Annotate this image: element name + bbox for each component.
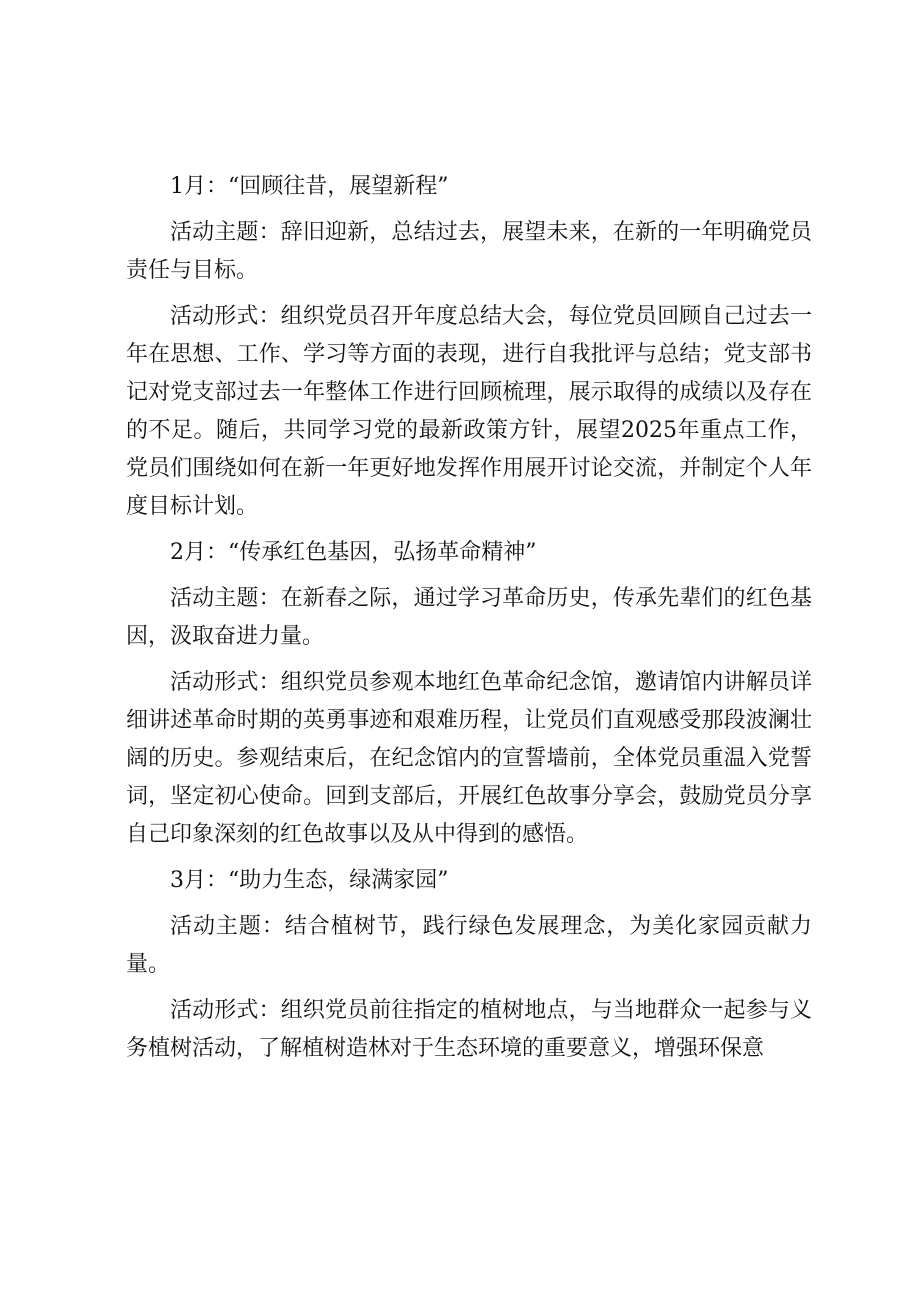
section-title-february: 2月：“传承红色基因，弘扬革命精神” [170, 540, 537, 565]
section-form-february: 活动形式：组织党员参观本地红色革命纪念馆，邀请馆内讲解员详细讲述革命时期的英勇事迹和艰难历程，让党员们直观感受那段波澜壮阔的历史。参观结束后，在纪念馆内的宣誓墙前，全体党员重温入党誓词，坚定初心使命。回到支部后，开展红色故事分享会，鼓励党员分享自己印象深刻的红色故事以及从中得到的感悟。 [126, 670, 812, 847]
section-title-march: 3月：“助力生态，绿满家园” [170, 868, 449, 893]
section-theme-february: 活动主题：在新春之际，通过学习革命历史，传承先辈们的红色基因，汲取奋进力量。 [126, 586, 812, 649]
document-body [126, 168, 812, 1076]
section-form-january: 活动形式：组织党员召开年度总结大会，每位党员回顾自己过去一年在思想、工作、学习等方面的表现，进行自我批评与总结；党支部书记对党支部过去一年整体工作进行回顾梳理，展示取得的成绩以及存在的不足。随后，共同学习党的最新政策方针，展望2025年重点工作，党员们围绕如何在新一年更好地发挥作用展开讨论交流，并制定个人年度目标计划。 [126, 304, 812, 519]
section-theme-january: 活动主题：辞旧迎新，总结过去，展望未来，在新的一年明确党员责任与目标。 [126, 220, 812, 283]
section-title-january: 1月：“回顾往昔，展望新程” [170, 174, 449, 199]
section-form-march: 活动形式：组织党员前往指定的植树地点，与当地群众一起参与义务植树活动，了解植树造林对于生态环境的重要意义，增强环保意 [126, 998, 812, 1061]
section-theme-march: 活动主题：结合植树节，践行绿色发展理念，为美化家园贡献力量。 [126, 914, 812, 977]
